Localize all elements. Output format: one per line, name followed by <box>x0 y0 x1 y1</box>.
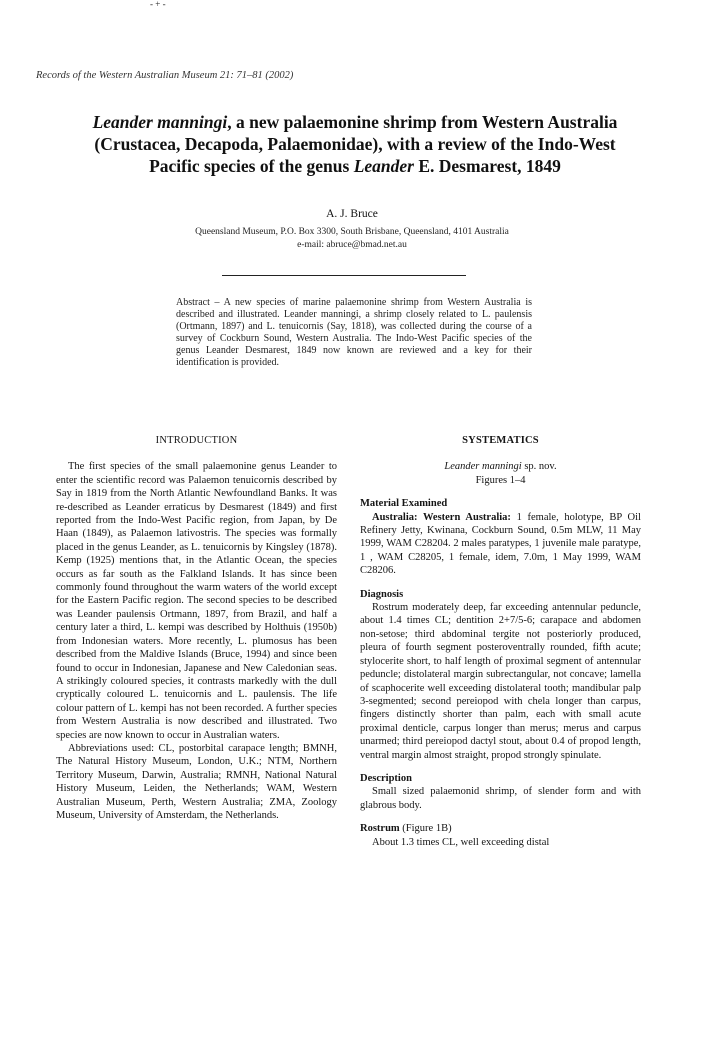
description-paragraph: Small sized palaemonid shrimp, of slender form and with glabrous body. <box>360 786 641 811</box>
material-paragraph <box>360 511 641 578</box>
diagnosis-paragraph: Rostrum moderately deep, far exceeding antennular peduncle, about 1.4 times CL; dentition 2+7/5-6; carapace and abdomen non-setose; third abdominal tergite not posteriorly produced, pleura of fourth segment posteroventrally rounded, fifth acute; stylocerite short, to half length of proximal segment of antennular peduncle; distolateral margin subrectangular, not concave; lamella of scaphocerite well exceeding distolateral tooth; mandibular palp 3-segmented; second pereiopod with chela longer than carpus, fingers distinctly shorter than palm, each with small acute proximal denticle, carpus longer than merus; merus and carpus unarmed; third pereiopod dactyl stout, about 0.4 of propod length, ventral margin almost straight, propod strongly spinulate. <box>360 602 641 761</box>
species-name: Leander manningi <box>444 461 522 473</box>
author-affiliation <box>0 226 704 252</box>
rostrum-figure-ref: (Figure 1B) <box>399 823 452 835</box>
introduction-heading: INTRODUCTION <box>155 435 238 446</box>
material-heading: Material Examined <box>360 498 448 510</box>
running-head: Records of the Western Australian Museum 21: 71–81 (2002) <box>36 70 294 81</box>
title-divider <box>222 275 466 276</box>
author-name: A. J. Bruce <box>326 208 378 220</box>
title-line3-post: E. Desmarest, 1849 <box>413 156 561 176</box>
title-line2: (Crustacea, Decapoda, Palaemonidae), with a review of the Indo-West <box>94 134 616 154</box>
abstract-label: Abstract <box>176 297 210 308</box>
title-line3-pre: Pacific species of the genus <box>149 156 354 176</box>
description-heading: Description <box>360 772 412 784</box>
material-lead: Australia: Western Australia: <box>372 511 511 523</box>
title-line1-rest: , a new palaemonine shrimp from Western Australia <box>227 112 618 132</box>
right-column <box>360 434 641 849</box>
introduction-paragraph-2: Abbreviations used: CL, postorbital carapace length; BMNH, The Natural History Museum, London, U.K.; NTM, Northern Territory Museum, Darwin, Australia; RMNH, National Natural History Museum, Leiden, the Netherlands; WAM, Western Australian Museum, Perth, Western Australia; ZMA, Zoology Museum, University of Amsterdam, the Netherlands. <box>56 742 337 821</box>
abstract <box>176 297 532 370</box>
rostrum-heading <box>360 822 641 835</box>
article-title <box>60 111 650 177</box>
left-column <box>56 434 337 822</box>
diagnosis-heading: Diagnosis <box>360 588 404 600</box>
title-species-name: Leander manningi <box>92 112 228 132</box>
systematics-heading: SYSTEMATICS <box>462 435 539 446</box>
material-text: 1 female, holotype, BP Oil Refinery Jetty, Kwinana, Cockburn Sound, 0.5m MLW, 11 May 1999, WAM C28204. 2 males paratypes, 1 juvenile male paratype, 1 , WAM C28205, 1 female, idem, 7.0m, 1 May 1999, WAM C28206. <box>360 511 641 577</box>
introduction-paragraph-1: The first species of the small palaemonine genus Leander to enter the scientific record was Palaemon tenuicornis described by Say in 1819 from the North Atlantic Newfoundland Banks. It was re-described as Leander erraticus by Desmarest (1849) and first reported from the Indo-West Pacific region, from Japan, by De Haan (1849), as Palaemon lativostris. The species was formally placed in the genus Leander, as L. tenuicornis by Kingsley (1878). Kemp (1925) mentions that, in the Atlantic Ocean, the species occurs as far south as the Falkland Islands. It has since been commonly found throughout the warm waters of the world except for the Eastern Pacific region. The second species to be described was Leander paulensis Ortmann, 1897, from Brazil, and half a century later a third, L. kempi was described by Holthuis (1950b) from Indonesian waters. More recently, L. plumosus has been described from the Maldive Islands (Bruce, 1994) and since been found to occur in Indonesian, Japanese and New Caledonian seas. A strikingly coloured species, it contrasts markedly with the dull cryptically coloured L. tenuicornis and L. paulensis. The life colour pattern of L. kempi has not been recorded. A further species from Western Australia is now described and illustrated. Two species are now known to occur in Australian waters. <box>56 461 337 741</box>
figures-reference: Figures 1–4 <box>475 474 526 486</box>
rostrum-paragraph: About 1.3 times CL, well exceeding distal <box>372 836 550 848</box>
affiliation-email: e-mail: abruce@bmad.net.au <box>297 240 407 250</box>
species-heading <box>360 460 641 473</box>
rostrum-heading-text: Rostrum <box>360 823 400 835</box>
title-genus: Leander <box>353 156 414 176</box>
abstract-text: – A new species of marine palaemonine shrimp from Western Australia is described and illustrated. Leander manningi, a shrimp closely related to L. paulensis (Ortmann, 1897) and L. tenuicornis (Say, 1818), was collected during the course of a survey of Cockburn Sound, Western Australia. The Indo-West Pacific species of the genus Leander Desmarest, 1849 now known are reviewed and a key for their identification is provided. <box>176 297 532 369</box>
species-suffix: sp. nov. <box>521 461 557 473</box>
affiliation-address: Queensland Museum, P.O. Box 3300, South Brisbane, Queensland, 4101 Australia <box>195 227 509 237</box>
page-top-mark: - + - <box>150 0 166 9</box>
